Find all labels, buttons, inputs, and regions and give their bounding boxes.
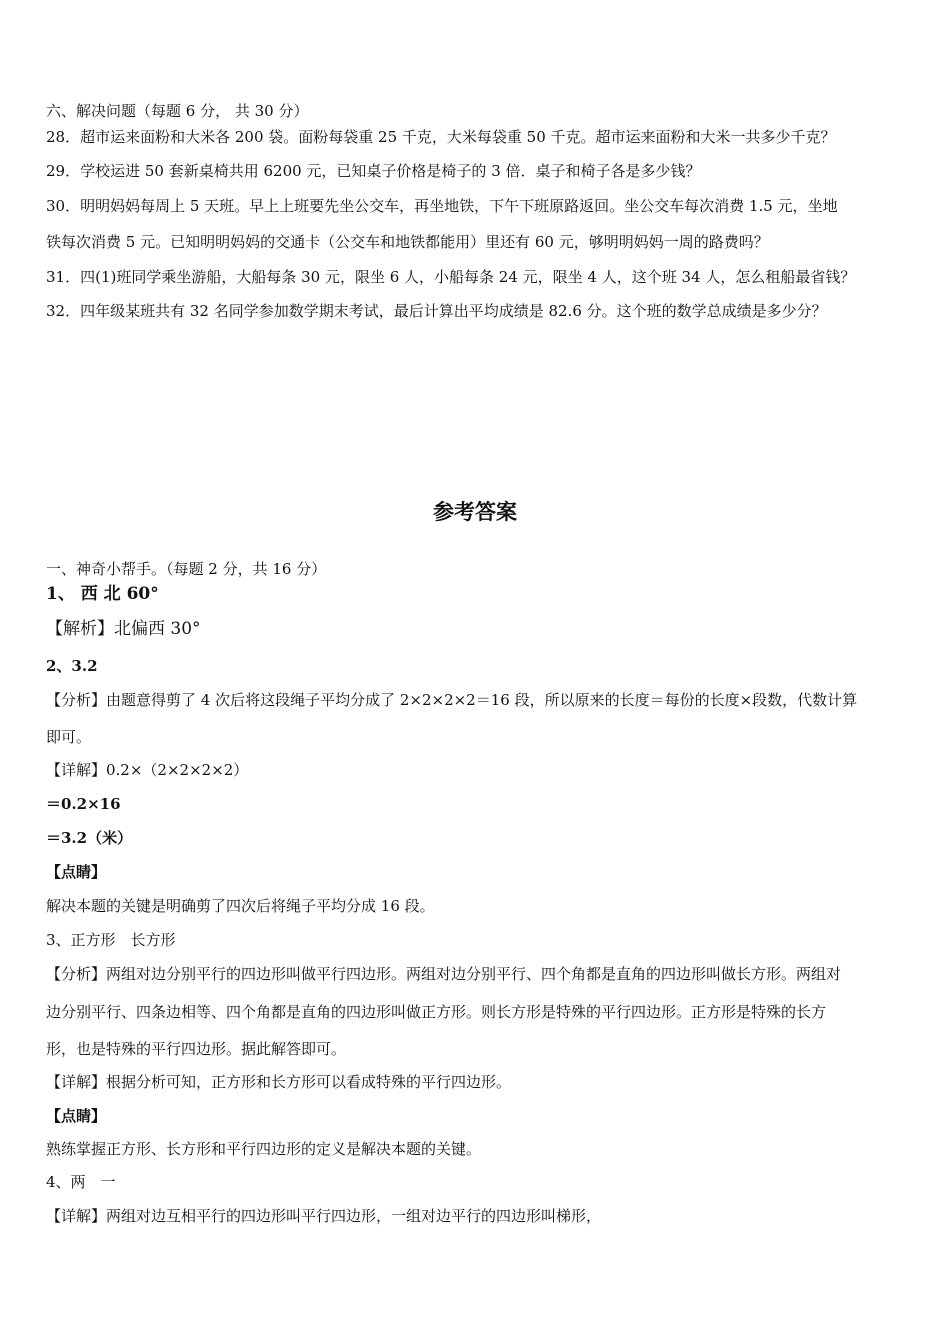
- answer-2-detail: 【详解】0.2×（2×2×2×2）: [46, 761, 249, 779]
- answer-2: 2、3.2: [46, 657, 98, 675]
- answer-2-tip-label: 【点睛】: [46, 863, 107, 881]
- answer-1-analysis: 【解析】北偏西 30°: [46, 619, 201, 639]
- answer-3-tip-label: 【点睛】: [46, 1107, 107, 1125]
- answer-3-analysis-line-1: 【分析】两组对边分别平行的四边形叫做平行四边形。两组对边分别平行、四个角都是直角的四边形叫做长方形。两组对: [46, 965, 842, 983]
- question-29: 29．学校运进 50 套新桌椅共用 6200 元，已知桌子价格是椅子的 3 倍．桌子和椅子各是多少钱？: [46, 162, 701, 180]
- answer-3-detail: 【详解】根据分析可知，正方形和长方形可以看成特殊的平行四边形。: [46, 1073, 512, 1091]
- answer-2-tip: 解决本题的关键是明确剪了四次后将绳子平均分成 16 段。: [46, 897, 435, 915]
- answer-1: 1、 西 北 60°: [46, 584, 159, 604]
- question-31: 31．四(1)班同学乘坐游船，大船每条 30 元，限坐 6 人，小船每条 24 元，限坐 4 人，这个班 34 人，怎么租船最省钱？: [46, 268, 856, 286]
- answer-3-analysis-line-3: 形，也是特殊的平行四边形。据此解答即可。: [46, 1040, 347, 1058]
- question-section-heading: 六、解决问题（每题 6 分， 共 30 分）: [46, 102, 309, 120]
- question-28: 28．超市运来面粉和大米各 200 袋。面粉每袋重 25 千克，大米每袋重 50 千克。超市运来面粉和大米一共多少千克？: [46, 128, 836, 146]
- answer-4-detail: 【详解】两组对边互相平行的四边形叫平行四边形，一组对边平行的四边形叫梯形，: [46, 1207, 602, 1225]
- answer-3: 3、正方形 长方形: [46, 931, 176, 949]
- answer-2-analysis-line-1: 【分析】由题意得剪了 4 次后将这段绳子平均分成了 2×2×2×2＝16 段，所以原来的长度＝每份的长度×段数，代数计算: [46, 691, 858, 709]
- answer-4: 4、两 一: [46, 1173, 116, 1191]
- question-30-line-1: 30．明明妈妈每周上 5 天班。早上上班要先坐公交车，再坐地铁，下午下班原路返回。坐公交车每次消费 1.5 元，坐地: [46, 197, 838, 215]
- question-30-line-2: 铁每次消费 5 元。已知明明妈妈的交通卡（公交车和地铁都能用）里还有 60 元，够明明妈妈一周的路费吗？: [46, 233, 769, 251]
- answer-3-tip: 熟练掌握正方形、长方形和平行四边形的定义是解决本题的关键。: [46, 1140, 482, 1158]
- answers-section-heading: 一、神奇小帮手。（每题 2 分，共 16 分）: [46, 560, 327, 578]
- answer-3-analysis-line-2: 边分别平行、四条边相等、四个角都是直角的四边形叫做正方形。则长方形是特殊的平行四边形。正方形是特殊的长方: [46, 1003, 827, 1021]
- question-32: 32．四年级某班共有 32 名同学参加数学期末考试，最后计算出平均成绩是 82.6 分。这个班的数学总成绩是多少分？: [46, 302, 827, 320]
- answer-2-analysis-line-2: 即可。: [46, 728, 92, 746]
- answer-2-step-2: ＝3.2（米）: [46, 829, 133, 847]
- answer-2-step-1: ＝0.2×16: [46, 795, 121, 813]
- answers-title: 参考答案: [433, 500, 517, 524]
